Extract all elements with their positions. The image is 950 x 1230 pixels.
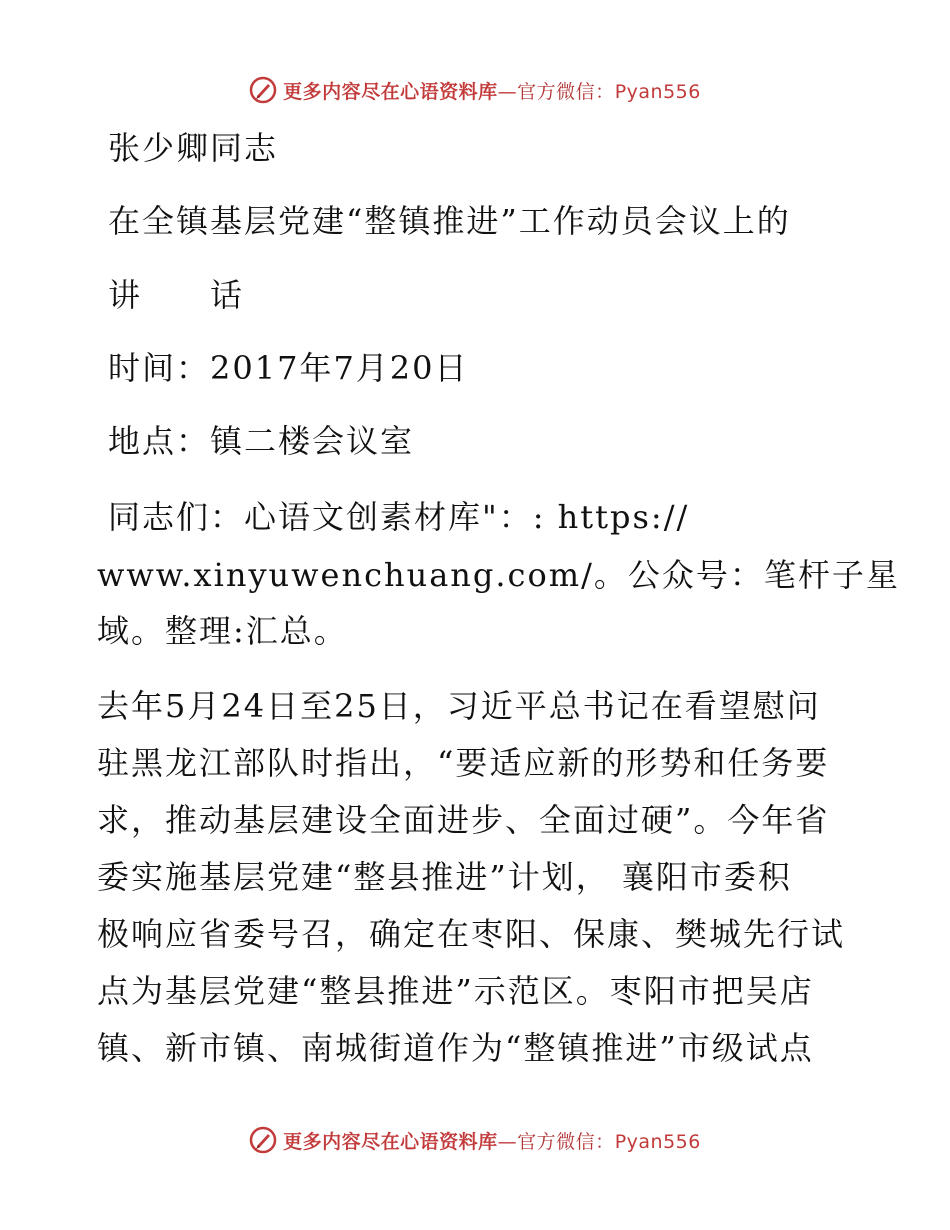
speech-location: 地点：镇二楼会议室 [108, 422, 415, 460]
paragraph-line: 驻黑龙江部队时指出，“要适应新的形势和任务要 [97, 744, 830, 782]
greeting-line-1: 同志们：心语文创素材库"：: https:// [108, 498, 690, 536]
banner-content [249, 1126, 701, 1154]
speaker-name: 张少卿同志 [108, 129, 279, 167]
footer-banner [0, 1120, 950, 1160]
banner-official-text: 官方微信： [517, 80, 615, 103]
banner-wechat-id: Pyan556 [614, 80, 701, 103]
quill-logo-icon [249, 1126, 277, 1154]
paragraph-line: 极响应省委号召，确定在枣阳、保康、樊城先行试 [97, 915, 846, 953]
banner-dash: — [497, 80, 518, 103]
header-banner [0, 70, 950, 110]
banner-main-text: 更多内容尽在心语资料库 [283, 80, 498, 103]
paragraph-line: 求，推动基层建设全面进步、全面过硬”。今年省 [97, 801, 830, 839]
banner-wechat-id: Pyan556 [614, 1130, 701, 1153]
paragraph-line: 点为基层党建“整县推进”示范区。枣阳市把吴店 [97, 972, 814, 1010]
speech-title-line-2: 讲 话 [108, 276, 245, 314]
banner-main-text: 更多内容尽在心语资料库 [283, 1130, 498, 1153]
banner-dash: — [497, 1130, 518, 1153]
paragraph-line: 镇、新市镇、南城街道作为“整镇推进”市级试点 [97, 1029, 814, 1067]
speech-time: 时间：2017年7月20日 [108, 349, 469, 387]
paragraph-line: 委实施基层党建“整县推进”计划， 襄阳市委积 [97, 858, 792, 896]
speech-title-line-1: 在全镇基层党建“整镇推进”工作动员会议上的 [108, 202, 791, 240]
banner-text [283, 77, 701, 104]
paragraph-line: 去年5月24日至25日，习近平总书记在看望慰问 [97, 687, 821, 725]
banner-content [249, 76, 701, 104]
greeting-line-2: www.xinyuwenchuang.com/。公众号：笔杆子星 [97, 556, 900, 594]
greeting-line-3: 域。整理:汇总。 [97, 612, 348, 650]
quill-logo-icon [249, 76, 277, 104]
banner-official-text: 官方微信： [517, 1130, 615, 1153]
banner-text [283, 1127, 701, 1154]
